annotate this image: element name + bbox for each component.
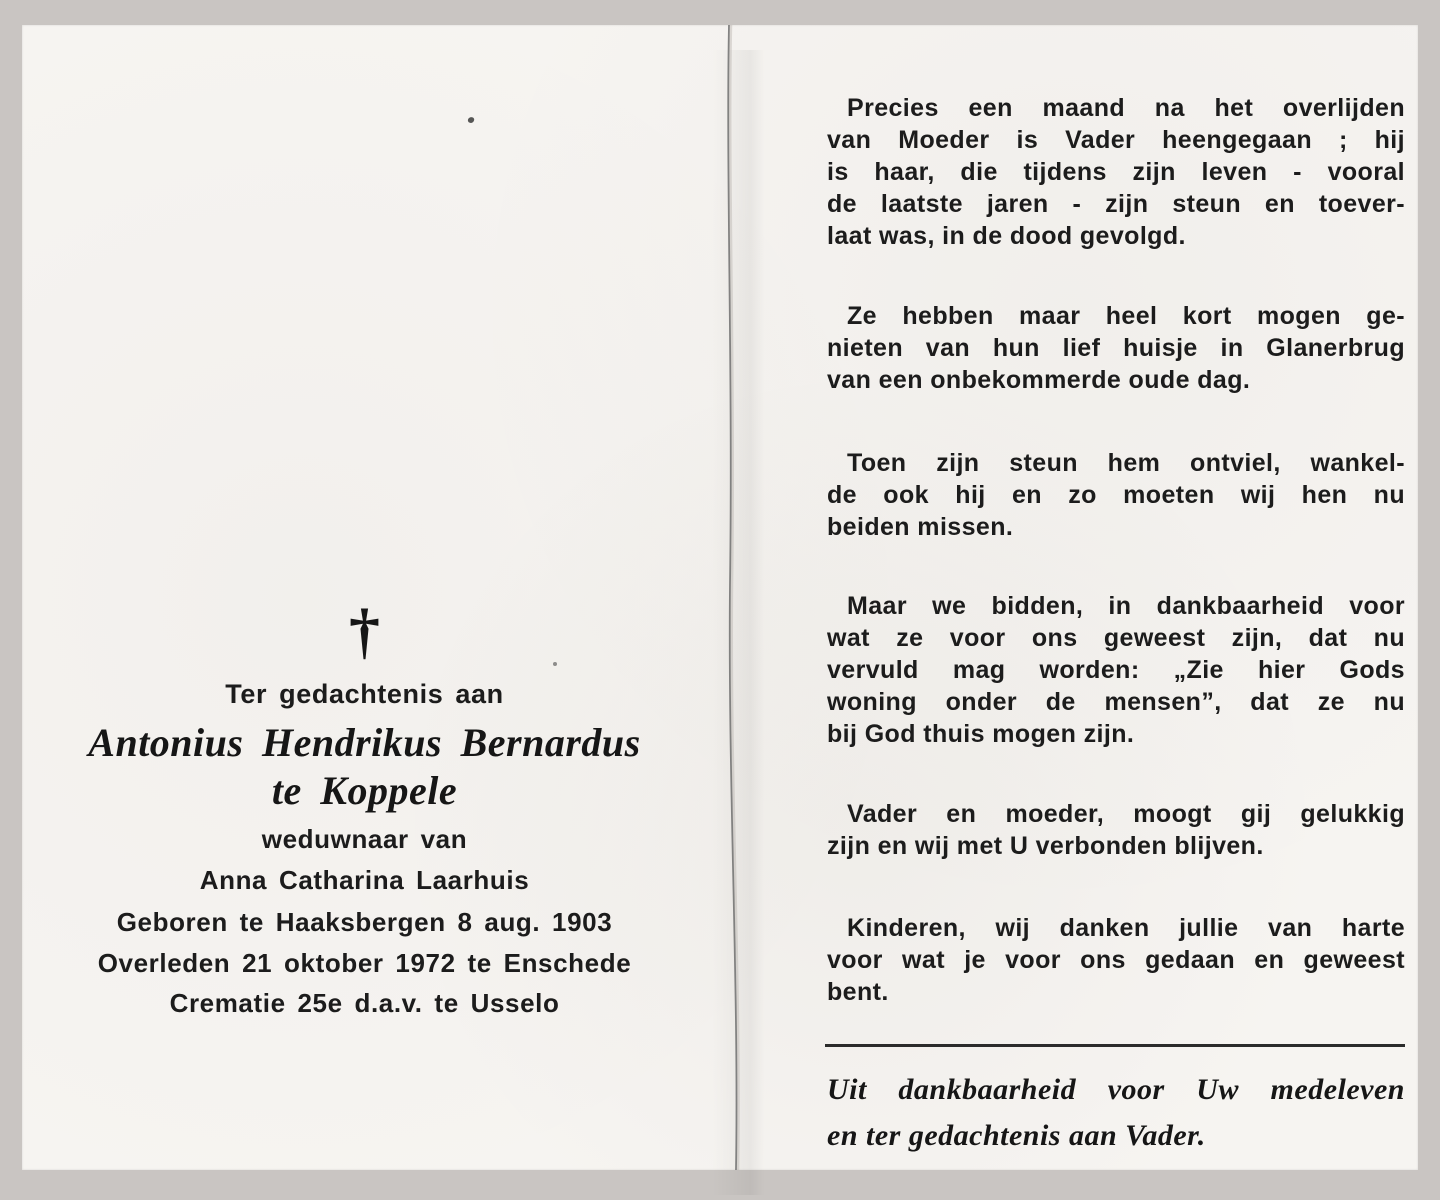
text-line: Precies een maand na het overlijden bbox=[847, 94, 1405, 122]
memorial-dedication: Ter gedachtenis aan bbox=[225, 679, 504, 709]
birth-record: Geboren te Haaksbergen 8 aug. 1903 bbox=[116, 907, 613, 937]
text-line: en ter gedachtenis aan Vader. bbox=[827, 1119, 1206, 1152]
text-line: Toen zijn steun hem ontviel, wankel- bbox=[847, 449, 1405, 477]
text-line: zijn en wij met U verbonden blijven. bbox=[827, 832, 1264, 860]
text-line: bij God thuis mogen zijn. bbox=[827, 720, 1135, 748]
memorial-card bbox=[22, 25, 1418, 1170]
text-line: nieten van hun lief huisje in Glanerbrug bbox=[827, 334, 1405, 362]
text-line: Kinderen, wij danken jullie van harte bbox=[847, 914, 1405, 942]
text-line: voor wat je voor ons gedaan en geweest bbox=[827, 946, 1405, 974]
relation-label: weduwnaar van bbox=[261, 824, 468, 854]
text-line: vervuld mag worden: „Zie hier Gods bbox=[827, 656, 1405, 684]
text-line: de ook hij en zo moeten wij hen nu bbox=[827, 481, 1405, 509]
text-line: wat ze voor ons geweest zijn, dat nu bbox=[827, 624, 1405, 652]
deceased-name-line-2: te Koppele bbox=[271, 768, 458, 813]
cremation-record: Crematie 25e d.a.v. te Usselo bbox=[169, 988, 560, 1018]
cross-icon: † bbox=[349, 598, 380, 666]
text-line: Ze hebben maar heel kort mogen ge- bbox=[847, 302, 1405, 330]
text-line: woning onder de mensen”, dat ze nu bbox=[827, 688, 1405, 716]
deceased-name-line-1: Antonius Hendrikus Bernardus bbox=[88, 720, 641, 765]
text-line: is haar, die tijdens zijn leven - vooral bbox=[827, 158, 1405, 186]
death-record: Overleden 21 oktober 1972 te Enschede bbox=[97, 948, 632, 978]
spouse-name: Anna Catharina Laarhuis bbox=[199, 865, 530, 895]
text-line: beiden missen. bbox=[827, 513, 1014, 541]
text-line: bent. bbox=[827, 978, 889, 1006]
text-line: van Moeder is Vader heengegaan ; hij bbox=[827, 126, 1405, 154]
fold-crease bbox=[22, 25, 1418, 1170]
text-line: Vader en moeder, moogt gij gelukkig bbox=[847, 800, 1405, 828]
text-line: laat was, in de dood gevolgd. bbox=[827, 222, 1186, 250]
text-line: Maar we bidden, in dankbaarheid voor bbox=[847, 592, 1405, 620]
text-line: van een onbekommerde oude dag. bbox=[827, 366, 1251, 394]
text-line: Uit dankbaarheid voor Uw medeleven bbox=[827, 1073, 1405, 1106]
scan-speck bbox=[553, 662, 557, 666]
text-line: de laatste jaren - zijn steun en toever- bbox=[827, 190, 1405, 218]
